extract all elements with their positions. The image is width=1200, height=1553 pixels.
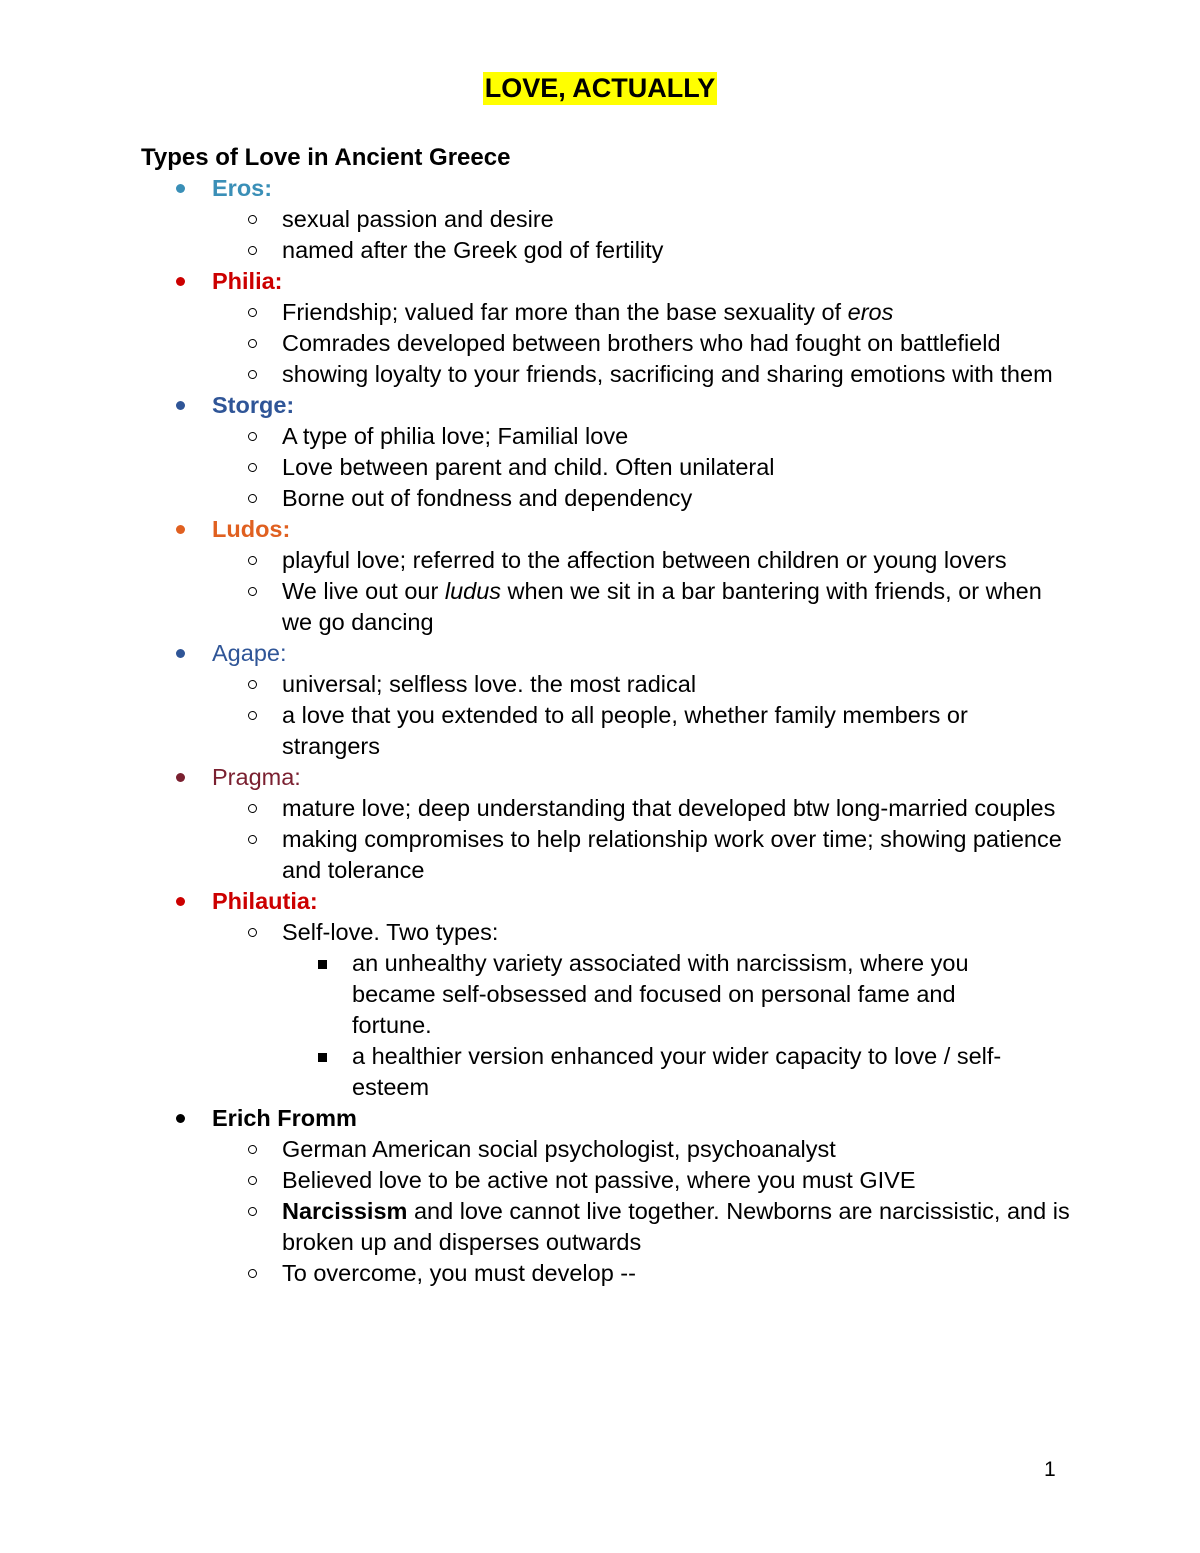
circle-bullet-icon [248, 1207, 257, 1216]
sub-item-text: Self-love. Two types: [282, 919, 499, 945]
item-label: Agape: [212, 640, 287, 666]
sub-item-text: and love cannot live together. Newborns are narcissistic, and is broken up and disperses outwards [282, 1198, 1070, 1255]
sub-item-text: Comrades developed between brothers who had fought on battlefield [282, 330, 1001, 356]
list-item-ludos [0, 514, 1200, 545]
circle-bullet-icon [248, 556, 257, 565]
sub-item [0, 359, 1072, 390]
sub-item [0, 235, 1072, 266]
circle-bullet-icon [248, 711, 257, 720]
bullet-dot-icon [176, 897, 185, 906]
bullet-dot-icon [176, 401, 185, 410]
circle-bullet-icon [248, 680, 257, 689]
bullet-dot-icon [176, 277, 185, 286]
sub-item-text: sexual passion and desire [282, 206, 554, 232]
sub-item [0, 483, 1072, 514]
list-item-philia [0, 266, 1200, 297]
circle-bullet-icon [248, 1176, 257, 1185]
sub-item-text: mature love; deep understanding that developed btw long-married couples [282, 795, 1056, 821]
sub-item-text: To overcome, you must develop -- [282, 1260, 636, 1286]
circle-bullet-icon [248, 308, 257, 317]
sub-item-text: Borne out of fondness and dependency [282, 485, 693, 511]
item-label: Philautia: [212, 888, 318, 914]
circle-bullet-icon [248, 215, 257, 224]
item-label: Pragma: [212, 764, 301, 790]
circle-bullet-icon [248, 463, 257, 472]
list-item-erich-fromm [0, 1103, 1200, 1134]
sub-item [0, 1258, 1072, 1289]
sub-item [0, 1134, 1072, 1165]
sub-item [0, 576, 1072, 638]
sub-item-text: German American social psychologist, psychoanalyst [282, 1136, 836, 1162]
sub-item [0, 793, 1072, 824]
emphasis-text: eros [847, 299, 894, 325]
sub-item-text: named after the Greek god of fertility [282, 237, 664, 263]
sub-sub-item-text: a healthier version enhanced your wider capacity to love / self-esteem [352, 1043, 1002, 1100]
outline-list [0, 173, 1200, 1289]
item-label: Ludos: [212, 516, 291, 542]
item-label: Storge: [212, 392, 295, 418]
section-heading: Types of Love in Ancient Greece [141, 144, 511, 171]
sub-item-text: We live out our [282, 578, 445, 604]
circle-bullet-icon [248, 494, 257, 503]
list-item-philautia [0, 886, 1200, 917]
sub-item [0, 669, 1072, 700]
sub-item-text: showing loyalty to your friends, sacrificing and sharing emotions with them [282, 361, 1053, 387]
page-number: 1 [1044, 1458, 1056, 1481]
circle-bullet-icon [248, 1269, 257, 1278]
item-label: Philia: [212, 268, 283, 294]
sub-item-text: making compromises to help relationship work over time; showing patience and tolerance [282, 826, 1062, 883]
sub-item [0, 452, 1072, 483]
circle-bullet-icon [248, 835, 257, 844]
sub-item [0, 1165, 1072, 1196]
bullet-dot-icon [176, 773, 185, 782]
circle-bullet-icon [248, 432, 257, 441]
bullet-dot-icon [176, 184, 185, 193]
bullet-dot-icon [176, 1114, 185, 1123]
list-item-pragma [0, 762, 1200, 793]
circle-bullet-icon [248, 246, 257, 255]
square-bullet-icon [318, 960, 327, 969]
sub-item-text: A type of philia love; Familial love [282, 423, 629, 449]
bullet-dot-icon [176, 525, 185, 534]
sub-item [0, 1196, 1072, 1258]
sub-item-text: when we sit in a bar bantering with friends, or when we go dancing [282, 578, 1042, 635]
sub-item-text: playful love; referred to the affection between children or young lovers [282, 547, 1007, 573]
sub-sub-item [0, 948, 1032, 1041]
circle-bullet-icon [248, 804, 257, 813]
bold-text: Narcissism [282, 1198, 408, 1224]
square-bullet-icon [318, 1053, 327, 1062]
sub-item [0, 700, 1072, 762]
item-label: Erich Fromm [212, 1105, 357, 1131]
sub-item [0, 545, 1072, 576]
circle-bullet-icon [248, 339, 257, 348]
sub-item-text: a love that you extended to all people, whether family members or strangers [282, 702, 968, 759]
emphasis-text: ludus [444, 578, 502, 604]
sub-item [0, 328, 1072, 359]
sub-sub-item [0, 1041, 1032, 1103]
bullet-dot-icon [176, 649, 185, 658]
sub-item [0, 297, 1072, 328]
list-item-eros [0, 173, 1200, 204]
circle-bullet-icon [248, 928, 257, 937]
sub-item [0, 824, 1072, 886]
item-label: Eros: [212, 175, 273, 201]
page-title: LOVE, ACTUALLY [484, 73, 716, 103]
sub-sub-item-text: an unhealthy variety associated with narcissism, where you became self-obsessed and focused on personal fame and fortune. [352, 950, 969, 1038]
sub-item [0, 917, 1072, 948]
sub-item-text: Love between parent and child. Often unilateral [282, 454, 775, 480]
sub-item-text: Friendship; valued far more than the base sexuality of [282, 299, 848, 325]
circle-bullet-icon [248, 370, 257, 379]
circle-bullet-icon [248, 1145, 257, 1154]
circle-bullet-icon [248, 587, 257, 596]
list-item-storge [0, 390, 1200, 421]
list-item-agape [0, 638, 1200, 669]
sub-item-text: universal; selfless love. the most radical [282, 671, 697, 697]
title-wrap [0, 72, 1200, 105]
sub-item [0, 421, 1072, 452]
sub-item-text: Believed love to be active not passive, where you must GIVE [282, 1167, 916, 1193]
sub-item [0, 204, 1072, 235]
